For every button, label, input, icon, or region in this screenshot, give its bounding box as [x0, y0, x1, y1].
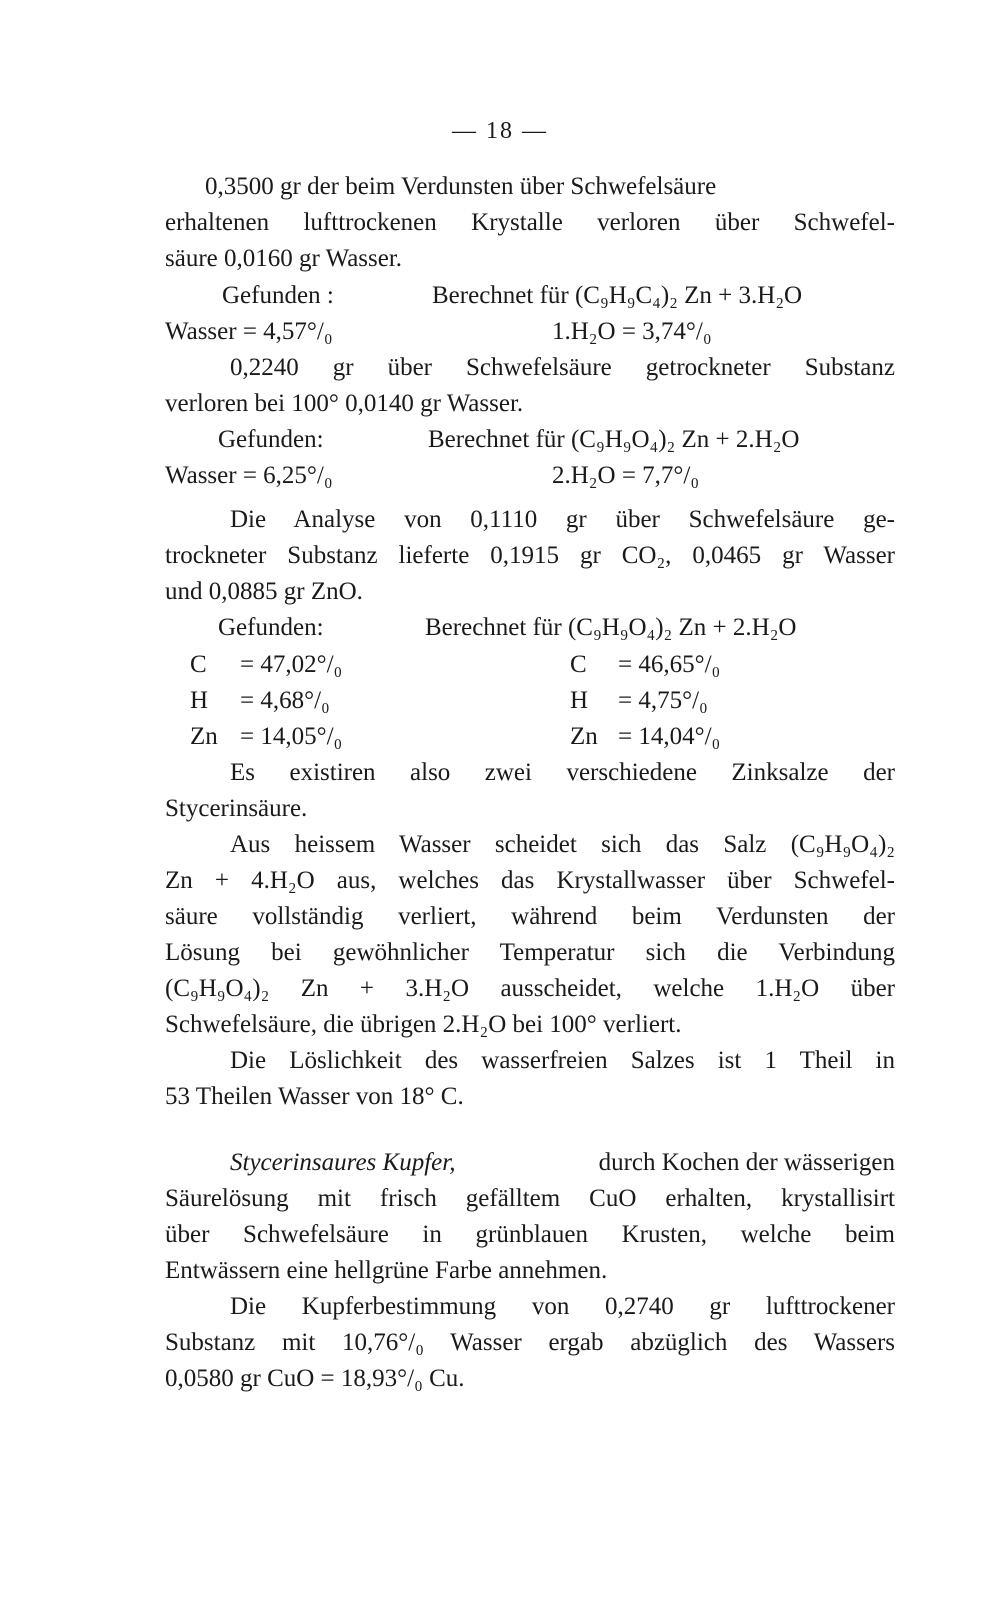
element-symbol: C	[190, 651, 207, 678]
text-line	[205, 172, 895, 202]
text-line: Die Analyse von 0,1110 gr über Schwefelsäure ge-	[230, 506, 895, 533]
text-line: Schwefelsäure, die übrigen 2.H₂O bei 100° verliert.	[165, 1011, 682, 1038]
section-heading: Stycerinsaures Kupfer,	[230, 1149, 456, 1176]
text-line: Stycerinsäure.	[165, 795, 308, 822]
text-line: erhaltenen lufttrockenen Krystalle verloren über Schwefel-	[165, 209, 895, 236]
text-line: trockneter Substanz lieferte 0,1915 gr CO₂, 0,0465 gr Wasser	[165, 542, 895, 569]
calculated-value: = 14,04°/₀	[618, 723, 721, 750]
calculated-value: = 46,65°/₀	[618, 651, 721, 678]
text-line: Die Löslichkeit des wasserfreien Salzes ist 1 Theil in	[230, 1047, 895, 1074]
calculated-label: Berechnet für (C₉H₉O₄)₂ Zn + 2.H₂O	[428, 426, 800, 453]
text-line: säure 0,0160 gr Wasser.	[165, 245, 403, 272]
element-symbol: H	[190, 687, 209, 714]
found-value: Wasser = 4,57°/₀	[165, 318, 333, 345]
text-line: Lösung bei gewöhnlicher Temperatur sich die Verbindung	[165, 939, 895, 966]
text-line	[230, 1148, 895, 1178]
calculated-value: 1.H₂O = 3,74°/₀	[552, 318, 712, 345]
text-line: Aus heissem Wasser scheidet sich das Salz (C₉H₉O₄)₂	[230, 831, 895, 858]
found-label: Gefunden:	[218, 426, 324, 453]
found-label: Gefunden:	[218, 614, 324, 641]
text-line: Säurelösung mit frisch gefälltem CuO erhalten, krystallisirt	[165, 1185, 895, 1212]
text-line: 0,2240 gr über Schwefelsäure getrockneter Substanz	[230, 354, 895, 381]
page-number: — 18 —	[452, 118, 548, 144]
calculated-value: = 4,75°/₀	[618, 687, 708, 714]
found-value: Wasser = 6,25°/₀	[165, 462, 333, 489]
text-line: Die Kupferbestimmung von 0,2740 gr lufttrockener	[230, 1293, 895, 1320]
element-symbol: Zn	[190, 723, 218, 750]
calculated-label: Berechnet für (C₉H₉C₄)₂ Zn + 3.H₂O	[432, 282, 803, 309]
element-symbol: H	[570, 687, 589, 714]
text-line: und 0,0885 gr ZnO.	[165, 578, 363, 605]
text-line: verloren bei 100° 0,0140 gr Wasser.	[165, 390, 524, 417]
element-symbol: C	[570, 651, 587, 678]
text-line: säure vollständig verliert, während beim Verdunsten der	[165, 903, 895, 930]
text-line: (C₉H₉O₄)₂ Zn + 3.H₂O ausscheidet, welche 1.H₂O über	[165, 975, 895, 1002]
found-value: = 14,05°/₀	[240, 723, 343, 750]
text-line: 0,0580 gr CuO = 18,93°/₀ Cu.	[165, 1365, 465, 1392]
text-line: Zn + 4.H₂O aus, welches das Krystallwasser über Schwefel-	[165, 867, 895, 894]
text-line: Es existiren also zwei verschiedene Zinksalze der	[230, 759, 895, 786]
text-line-content: 0,3500 gr der beim Verdunsten über Schwefelsäure	[205, 173, 717, 200]
found-value: = 4,68°/₀	[240, 687, 330, 714]
text-line: 53 Theilen Wasser von 18° C.	[165, 1083, 464, 1110]
found-value: = 47,02°/₀	[240, 651, 343, 678]
text-line: über Schwefelsäure in grünblauen Krusten, welche beim	[165, 1221, 895, 1248]
calculated-value: 2.H₂O = 7,7°/₀	[552, 462, 700, 489]
text-line: Substanz mit 10,76°/₀ Wasser ergab abzüglich des Wassers	[165, 1329, 895, 1356]
text-line: Entwässern eine hellgrüne Farbe annehmen.	[165, 1257, 608, 1284]
calculated-label: Berechnet für (C₉H₉O₄)₂ Zn + 2.H₂O	[425, 614, 797, 641]
text-line-content: durch Kochen der wässerigen	[598, 1149, 895, 1176]
found-label: Gefunden :	[222, 282, 334, 309]
element-symbol: Zn	[570, 723, 598, 750]
